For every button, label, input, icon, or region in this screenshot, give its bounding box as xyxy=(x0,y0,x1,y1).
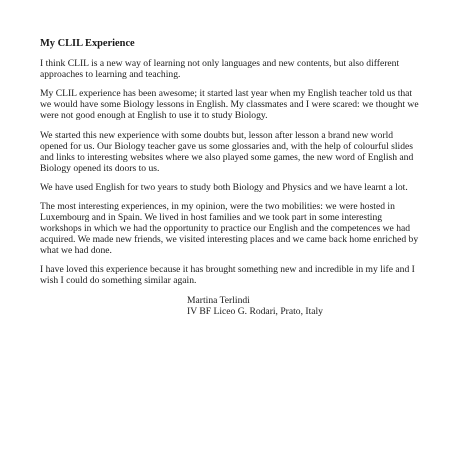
paragraph-3: We started this new experience with some doubts but, lesson after lesson a brand new world opened for us. Our Biology teacher gave us some glossaries and, with the help of colourful slides and links to interesting websites where we also played some games, the new word of English and Biology opened its doors to us. xyxy=(40,129,414,174)
paragraph-2: My CLIL experience has been awesome; it started last year when my English teacher told us that we would have some Biology lessons in English. My classmates and I were scared: we thought we were not good enough at English to use it to study Biology. xyxy=(40,88,419,122)
paragraph-4: We have used English for two years to study both Biology and Physics and we have learnt a lot. xyxy=(40,181,408,193)
document-body xyxy=(40,38,420,317)
document-title: My CLIL Experience xyxy=(40,38,135,49)
paragraph-6: I have loved this experience because it has brought something new and incredible in my life and I wish I could do something similar again. xyxy=(40,264,415,287)
signature-name: Martina Terlindi xyxy=(187,294,250,306)
paragraph-5: The most interesting experiences, in my opinion, were the two mobilities: we were hosted in Luxembourg and in Spain. We lived in host families and we took part in some interesting workshops in which we had the opportunity to practice our English and the competences we had acquired. We made new friends, we visited interesting places and we came back home enriched by what we had done. xyxy=(40,201,419,257)
signature-affiliation: IV BF Liceo G. Rodari, Prato, Italy xyxy=(187,305,323,317)
signature-block xyxy=(187,295,420,317)
paragraph-1: I think CLIL is a new way of learning not only languages and new contents, but also different approaches to learning and teaching. xyxy=(40,58,400,80)
